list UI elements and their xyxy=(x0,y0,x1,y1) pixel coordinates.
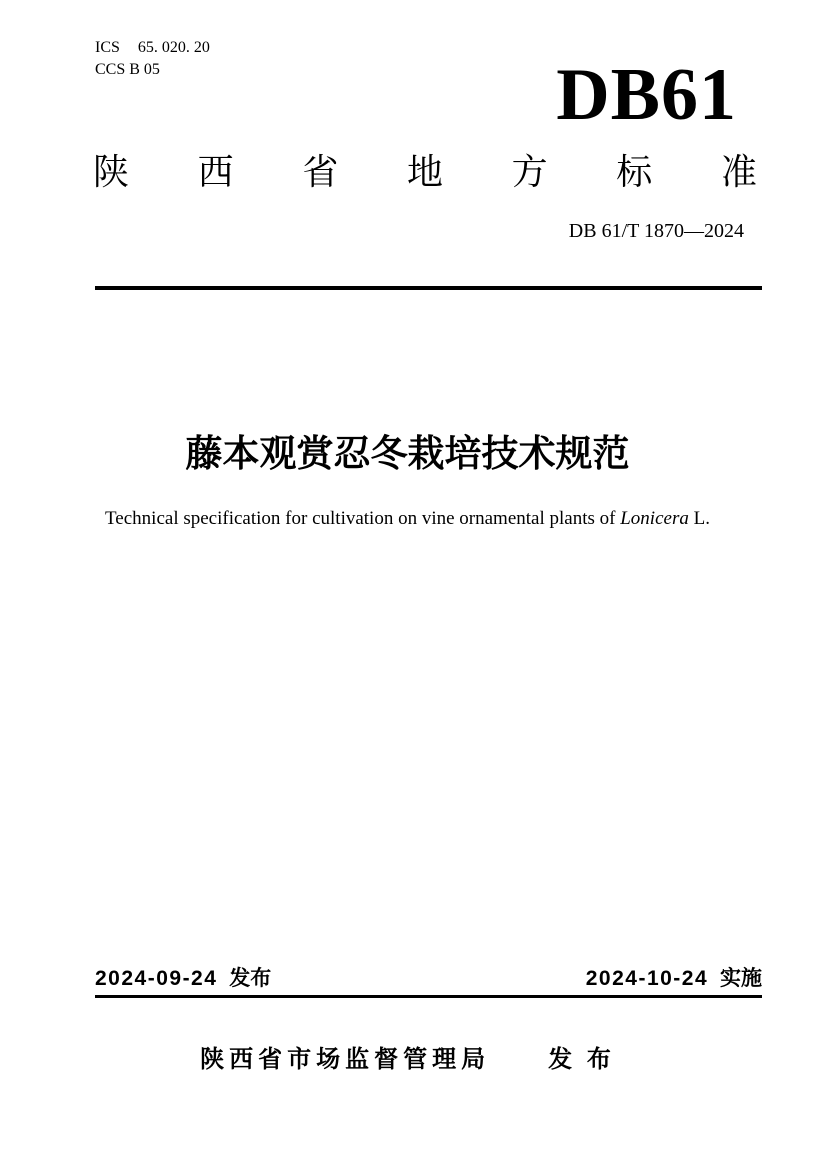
standard-type-char: 西 xyxy=(197,151,234,192)
header-rule xyxy=(95,286,762,290)
standard-type-title xyxy=(93,150,757,194)
issue-label: 发布 xyxy=(229,967,272,990)
standard-type-char: 陕 xyxy=(93,151,130,192)
publisher-row xyxy=(0,1044,815,1076)
issue-date: 2024-09-24 xyxy=(95,967,218,990)
dates-rule-row xyxy=(95,966,762,998)
standard-type-char: 地 xyxy=(406,151,443,192)
ics-label: ICS xyxy=(95,39,120,56)
document-title-en xyxy=(0,505,815,533)
implementation-date: 2024-10-24 xyxy=(585,967,709,990)
implementation-label: 实施 xyxy=(720,967,762,990)
publisher-name: 陕西省市场监督管理局 xyxy=(200,1046,491,1073)
ccs-code: CCS B 05 xyxy=(95,61,160,78)
publish-label: 发 布 xyxy=(548,1046,615,1073)
standard-type-char: 省 xyxy=(302,151,339,192)
issue-date-group xyxy=(95,966,271,992)
document-number: DB 61/T 1870—2024 xyxy=(568,220,744,242)
title-en-prefix: Technical specification for cultivation on vine ornamental plants of xyxy=(105,508,621,529)
standard-type-char: 准 xyxy=(720,151,757,192)
title-en-latin-name: Lonicera xyxy=(620,508,689,529)
title-en-suffix: L. xyxy=(688,508,710,529)
implementation-date-group xyxy=(586,966,762,992)
standard-type-char: 标 xyxy=(616,151,653,192)
document-title-cn: 藤本观赏忍冬栽培技术规范 xyxy=(185,433,630,474)
db61-logo: DB61 xyxy=(556,54,737,136)
ics-code: 65. 020. 20 xyxy=(137,39,210,56)
standard-type-char: 方 xyxy=(511,151,548,192)
classification-codes xyxy=(95,37,210,81)
ics-line xyxy=(95,37,210,59)
